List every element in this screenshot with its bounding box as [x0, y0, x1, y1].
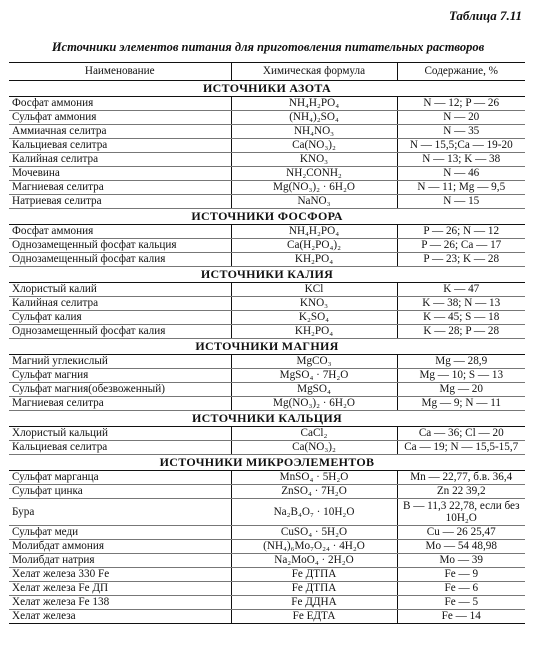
cell-name: Сульфат марганца	[9, 471, 231, 485]
cell-content: N — 11; Mg — 9,5	[397, 181, 525, 195]
table-row	[9, 596, 525, 610]
section-header-row	[9, 339, 525, 355]
section-header-row	[9, 411, 525, 427]
table-row	[9, 427, 525, 441]
cell-formula: (NH₄)₆Mo₇O₂₄ · 4H₂O	[231, 540, 397, 554]
table-number: Таблица 7.11	[448, 8, 522, 23]
cell-formula: Fe ДТПА	[231, 582, 397, 596]
section-header-row	[9, 209, 525, 225]
cell-name: Молибдат аммония	[9, 540, 231, 554]
cell-content: Fe — 9	[397, 568, 525, 582]
cell-name: Мочевина	[9, 167, 231, 181]
cell-content: Mg — 28,9	[397, 355, 525, 369]
cell-name: Хелат железа 330 Fe	[9, 568, 231, 582]
table-row	[9, 582, 525, 596]
section-title: ИСТОЧНИКИ АЗОТА	[9, 81, 525, 97]
cell-name: Кальциевая селитра	[9, 139, 231, 153]
table-row	[9, 253, 525, 267]
cell-name: Калийная селитра	[9, 297, 231, 311]
cell-formula: Ca(H₂PO₄)₂	[231, 239, 397, 253]
cell-formula: Na₂B₄O₇ · 10H₂O	[231, 499, 397, 526]
table-row	[9, 568, 525, 582]
cell-name: Аммиачная селитра	[9, 125, 231, 139]
table-row	[9, 499, 525, 526]
cell-content: P — 26; Ca — 17	[397, 239, 525, 253]
cell-name: Сульфат аммония	[9, 111, 231, 125]
cell-name: Кальциевая селитра	[9, 441, 231, 455]
table-row	[9, 195, 525, 209]
section-title: ИСТОЧНИКИ КАЛИЯ	[9, 267, 525, 283]
table-row	[9, 471, 525, 485]
cell-formula: Fe ДДНА	[231, 596, 397, 610]
table-row	[9, 485, 525, 499]
cell-content: N — 15	[397, 195, 525, 209]
table-row	[9, 355, 525, 369]
section-header-row	[9, 81, 525, 97]
cell-formula: MgSO₄ · 7H₂O	[231, 369, 397, 383]
cell-formula: Mg(NO₃)₂ · 6H₂O	[231, 181, 397, 195]
cell-formula: NH₄NO₃	[231, 125, 397, 139]
table-row	[9, 125, 525, 139]
section-header-row	[9, 267, 525, 283]
cell-content: K — 45; S — 18	[397, 311, 525, 325]
cell-content: N — 12; P — 26	[397, 97, 525, 111]
table-header-row	[9, 63, 525, 81]
cell-name: Хлористый кальций	[9, 427, 231, 441]
cell-formula: ZnSO₄ · 7H₂O	[231, 485, 397, 499]
cell-name: Магниевая селитра	[9, 397, 231, 411]
cell-content: N — 13; K — 38	[397, 153, 525, 167]
cell-content: K — 28; P — 28	[397, 325, 525, 339]
table-row	[9, 369, 525, 383]
cell-name: Хелат железа	[9, 610, 231, 624]
cell-name: Калийная селитра	[9, 153, 231, 167]
cell-name: Магний углекислый	[9, 355, 231, 369]
cell-name: Натриевая селитра	[9, 195, 231, 209]
cell-name: Сульфат калия	[9, 311, 231, 325]
cell-content: P — 26; N — 12	[397, 225, 525, 239]
cell-name: Однозамещенный фосфат калия	[9, 253, 231, 267]
table-row	[9, 610, 525, 624]
cell-content: Fe — 6	[397, 582, 525, 596]
cell-content: Fe — 14	[397, 610, 525, 624]
cell-content: Mg — 10; S — 13	[397, 369, 525, 383]
table-row	[9, 153, 525, 167]
section-title: ИСТОЧНИКИ МИКРОЭЛЕМЕНТОВ	[9, 455, 525, 471]
cell-content: Mg — 9; N — 11	[397, 397, 525, 411]
cell-name: Бура	[9, 499, 231, 526]
cell-content: N — 35	[397, 125, 525, 139]
cell-content: P — 23; K — 28	[397, 253, 525, 267]
table-row	[9, 239, 525, 253]
section-header-row	[9, 455, 525, 471]
table-row	[9, 383, 525, 397]
cell-formula: Ca(NO₃)₂	[231, 139, 397, 153]
cell-content: Fe — 5	[397, 596, 525, 610]
column-header-content: Содержание, %	[397, 63, 525, 81]
table-row	[9, 181, 525, 195]
table-row	[9, 139, 525, 153]
cell-formula: CaCl₂	[231, 427, 397, 441]
table-row	[9, 325, 525, 339]
cell-formula: MnSO₄ · 5H₂O	[231, 471, 397, 485]
cell-name: Хлористый калий	[9, 283, 231, 297]
cell-content: N — 15,5;Ca — 19-20	[397, 139, 525, 153]
cell-content: N — 20	[397, 111, 525, 125]
cell-formula: Na₂MoO₄ · 2H₂O	[231, 554, 397, 568]
cell-formula: KH₂PO₄	[231, 325, 397, 339]
cell-name: Однозамещенный фосфат калия	[9, 325, 231, 339]
table-title: Источники элементов питания для приготовления питательных растворов	[51, 40, 485, 54]
section-title: ИСТОЧНИКИ КАЛЬЦИЯ	[9, 411, 525, 427]
cell-name: Сульфат магния	[9, 369, 231, 383]
cell-name: Сульфат магния(обезвоженный)	[9, 383, 231, 397]
cell-name: Хелат железа Fe ДП	[9, 582, 231, 596]
table-row	[9, 554, 525, 568]
table-row	[9, 111, 525, 125]
cell-content: Ca — 19; N — 15,5-15,7	[397, 441, 525, 455]
cell-content: Cu — 26 25,47	[397, 526, 525, 540]
cell-content: Mo — 54 48,98	[397, 540, 525, 554]
cell-name: Молибдат натрия	[9, 554, 231, 568]
nutrient-sources-table	[9, 62, 525, 624]
cell-formula: CuSO₄ · 5H₂O	[231, 526, 397, 540]
table-row	[9, 225, 525, 239]
table-row	[9, 397, 525, 411]
cell-formula: MgCO₃	[231, 355, 397, 369]
cell-name: Сульфат меди	[9, 526, 231, 540]
table-row	[9, 540, 525, 554]
cell-content: Mo — 39	[397, 554, 525, 568]
cell-formula: NaNO₃	[231, 195, 397, 209]
cell-formula: Fe ЕДТА	[231, 610, 397, 624]
cell-content: B — 11,3 22,78, если без 10H₂O	[397, 499, 525, 526]
cell-formula: NH₄H₂PO₄	[231, 97, 397, 111]
cell-name: Хелат железа Fe 138	[9, 596, 231, 610]
cell-name: Сульфат цинка	[9, 485, 231, 499]
column-header-formula: Химическая формула	[231, 63, 397, 81]
cell-content: Zn 22 39,2	[397, 485, 525, 499]
cell-formula: (NH₄)₂SO₄	[231, 111, 397, 125]
cell-formula: KNO₃	[231, 297, 397, 311]
table-row	[9, 526, 525, 540]
cell-formula: NH₄H₂PO₄	[231, 225, 397, 239]
table-row	[9, 97, 525, 111]
cell-formula: KCl	[231, 283, 397, 297]
column-header-name: Наименование	[9, 63, 231, 81]
section-title: ИСТОЧНИКИ МАГНИЯ	[9, 339, 525, 355]
cell-formula: KH₂PO₄	[231, 253, 397, 267]
cell-content: Mg — 20	[397, 383, 525, 397]
section-title: ИСТОЧНИКИ ФОСФОРА	[9, 209, 525, 225]
cell-content: K — 47	[397, 283, 525, 297]
table-row	[9, 311, 525, 325]
cell-content: K — 38; N — 13	[397, 297, 525, 311]
cell-formula: Mg(NO₃)₂ · 6H₂O	[231, 397, 397, 411]
cell-formula: K₂SO₄	[231, 311, 397, 325]
cell-name: Магниевая селитра	[9, 181, 231, 195]
cell-formula: KNO₃	[231, 153, 397, 167]
cell-formula: Fe ДТПА	[231, 568, 397, 582]
table-row	[9, 167, 525, 181]
cell-name: Однозамещенный фосфат кальция	[9, 239, 231, 253]
cell-content: Mn — 22,77, б.в. 36,4	[397, 471, 525, 485]
table-row	[9, 297, 525, 311]
cell-content: N — 46	[397, 167, 525, 181]
cell-formula: NH₂CONH₂	[231, 167, 397, 181]
cell-name: Фосфат аммония	[9, 97, 231, 111]
cell-content: Ca — 36; Cl — 20	[397, 427, 525, 441]
table-row	[9, 283, 525, 297]
cell-name: Фосфат аммония	[9, 225, 231, 239]
cell-formula: Ca(NO₃)₂	[231, 441, 397, 455]
cell-formula: MgSO₄	[231, 383, 397, 397]
table-row	[9, 441, 525, 455]
